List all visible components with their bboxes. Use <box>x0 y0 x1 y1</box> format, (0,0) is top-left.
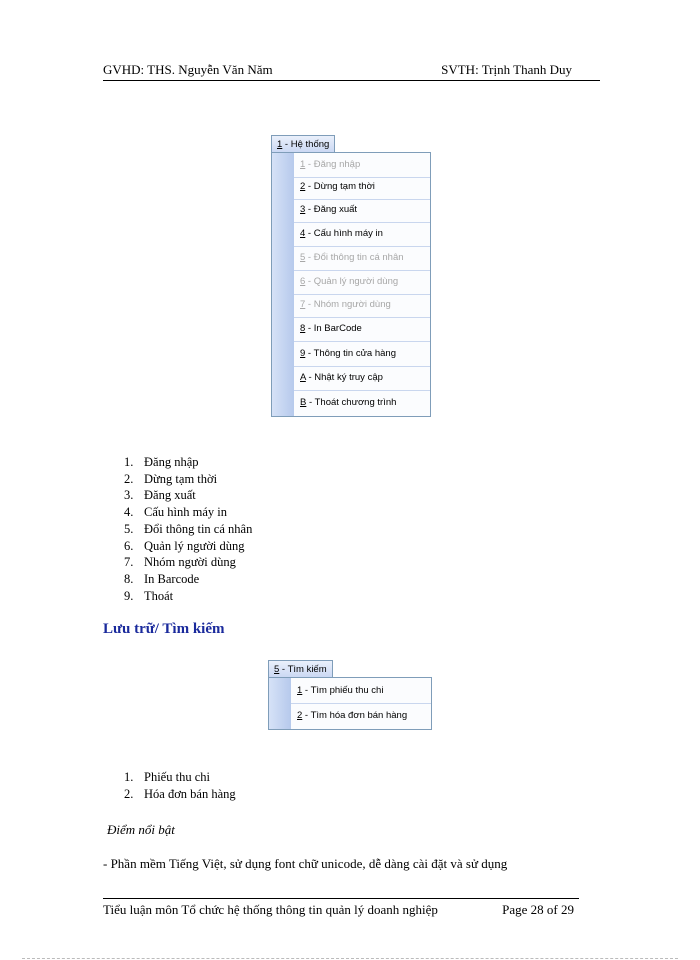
menu-item-login[interactable]: 1 - Đăng nhập <box>294 153 430 178</box>
section-heading: Lưu trữ/ Tìm kiếm <box>103 621 225 637</box>
header-student: SVTH: Trịnh Thanh Duy <box>441 62 572 77</box>
menu-item-user-management[interactable]: 6 - Quản lý người dùng <box>294 270 430 295</box>
list-item: 4. Cấu hình máy in <box>124 505 227 520</box>
list-item: 9. Thoát <box>124 588 174 603</box>
menu-item-find-receipts[interactable]: 1 - Tìm phiếu thu chi <box>291 679 431 704</box>
list-item: 5. Đổi thông tin cá nhân <box>124 521 253 536</box>
menu-tab-search[interactable]: 5 - Tìm kiếm <box>268 660 333 678</box>
search-functions-list <box>124 769 236 802</box>
menu-item-logout[interactable]: 3 - Đăng xuất <box>294 198 430 223</box>
menu-item-print-barcode[interactable]: 8 - In BarCode <box>294 317 430 342</box>
footer-course-title: Tiểu luận môn Tổ chức hệ thống thông tin quản lý doanh nghiệp <box>103 902 438 917</box>
list-item: 1. Phiếu thu chi <box>124 770 210 784</box>
page-boundary <box>22 958 678 959</box>
list-item: 2. Dừng tạm thời <box>124 471 218 486</box>
list-item: 3. Đăng xuất <box>124 488 196 503</box>
search-menu-screenshot <box>268 660 432 732</box>
menu-item-printer-config[interactable]: 4 - Cấu hình máy in <box>294 222 430 247</box>
menu-item-change-profile[interactable]: 5 - Đổi thông tin cá nhân <box>294 246 430 271</box>
page-footer <box>103 898 579 919</box>
menu-item-user-groups[interactable]: 7 - Nhóm người dùng <box>294 293 430 318</box>
list-item: 1. Đăng nhập <box>124 455 199 469</box>
menu-item-exit[interactable]: B - Thoát chương trình <box>300 397 397 408</box>
list-item: 6. Quản lý người dùng <box>124 538 245 553</box>
menu-tab-system[interactable]: 1 - Hệ thống <box>271 135 335 153</box>
menu-icon-stripe <box>272 153 294 416</box>
highlight-paragraph: - Phần mềm Tiếng Việt, sử dụng font chữ unicode, dễ dàng cài đặt và sử dụng <box>103 856 508 871</box>
header-instructor: GVHD: THS. Nguyễn Văn Năm <box>103 62 273 77</box>
menu-item-access-log[interactable]: A - Nhật ký truy cập <box>294 366 430 391</box>
page-header <box>103 62 600 81</box>
menu-dropdown <box>268 677 432 730</box>
menu-icon-stripe <box>269 678 291 729</box>
menu-item-find-invoices[interactable]: 2 - Tìm hóa đơn bán hàng <box>297 710 408 721</box>
page-number: Page 28 of 29 <box>502 902 574 917</box>
menu-dropdown <box>271 152 431 417</box>
menu-item-pause[interactable]: 2 - Dừng tạm thời <box>294 175 430 200</box>
highlight-title: Điểm nổi bật <box>107 822 175 837</box>
system-functions-list <box>124 454 252 604</box>
system-menu-screenshot <box>271 135 431 417</box>
list-item: 7. Nhóm người dùng <box>124 555 236 570</box>
list-item: 8. In Barcode <box>124 571 200 586</box>
menu-item-store-info[interactable]: 9 - Thông tin cửa hàng <box>294 342 430 367</box>
list-item: 2. Hóa đơn bán hàng <box>124 786 236 801</box>
